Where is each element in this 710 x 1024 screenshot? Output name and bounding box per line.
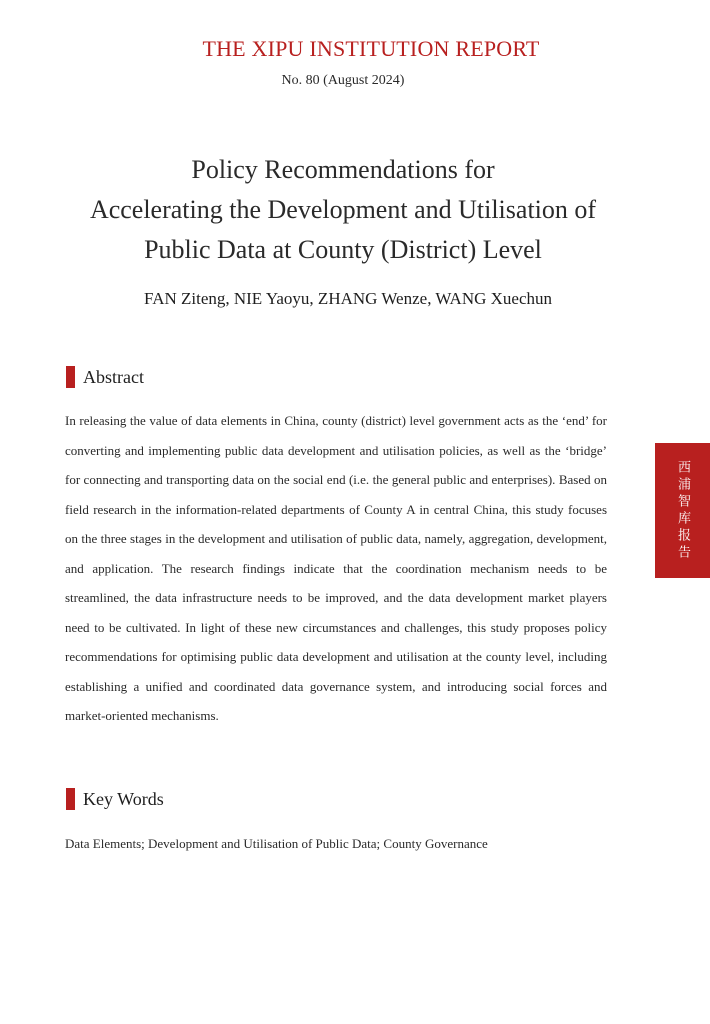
section-marker (66, 366, 75, 388)
section-marker (66, 788, 75, 810)
report-name: THE XIPU INSTITUTION REPORT (202, 36, 540, 61)
abstract-heading (66, 366, 144, 388)
keywords-heading (66, 788, 164, 810)
title-line-1: Policy Recommendations for (191, 155, 495, 184)
authors: FAN Ziteng, NIE Yaoyu, ZHANG Wenze, WANG Xuechun (144, 289, 552, 308)
side-tab (655, 443, 710, 578)
abstract-body: In releasing the value of data elements in China, county (district) level government acts as the ‘end’ for converting and implementing public data development and utilisation policies, as well as the ‘bridge’ for connecting and transporting data on the social end (i.e. the general public and enterprises). Based on field research in the information-related departments of County A in central China, this study focuses on the three stages in the development and utilisation of public data, namely, aggregation, development, and application. The research findings indicate that the coordination mechanism needs to be streamlined, the data infrastructure needs to be improved, and the data development market players need to be cultivated. In light of these new circumstances and challenges, this study proposes policy recommendations for optimising public data development and utilisation at the county level, including establishing a unified and coordinated data governance system, and introducing social forces and market-oriented mechanisms. (65, 413, 607, 723)
keywords-heading-label: Key Words (83, 788, 164, 809)
issue-number: No. 80 (August 2024) (281, 73, 405, 88)
abstract-heading-label: Abstract (83, 366, 144, 387)
paper-title (0, 150, 686, 270)
title-line-3: Public Data at County (District) Level (144, 235, 542, 264)
title-line-2: Accelerating the Development and Utilisation of (89, 195, 597, 224)
side-tab-label: 西浦智库报告 (675, 459, 690, 562)
keywords-body: Data Elements; Development and Utilisation of Public Data; County Governance (65, 836, 488, 851)
